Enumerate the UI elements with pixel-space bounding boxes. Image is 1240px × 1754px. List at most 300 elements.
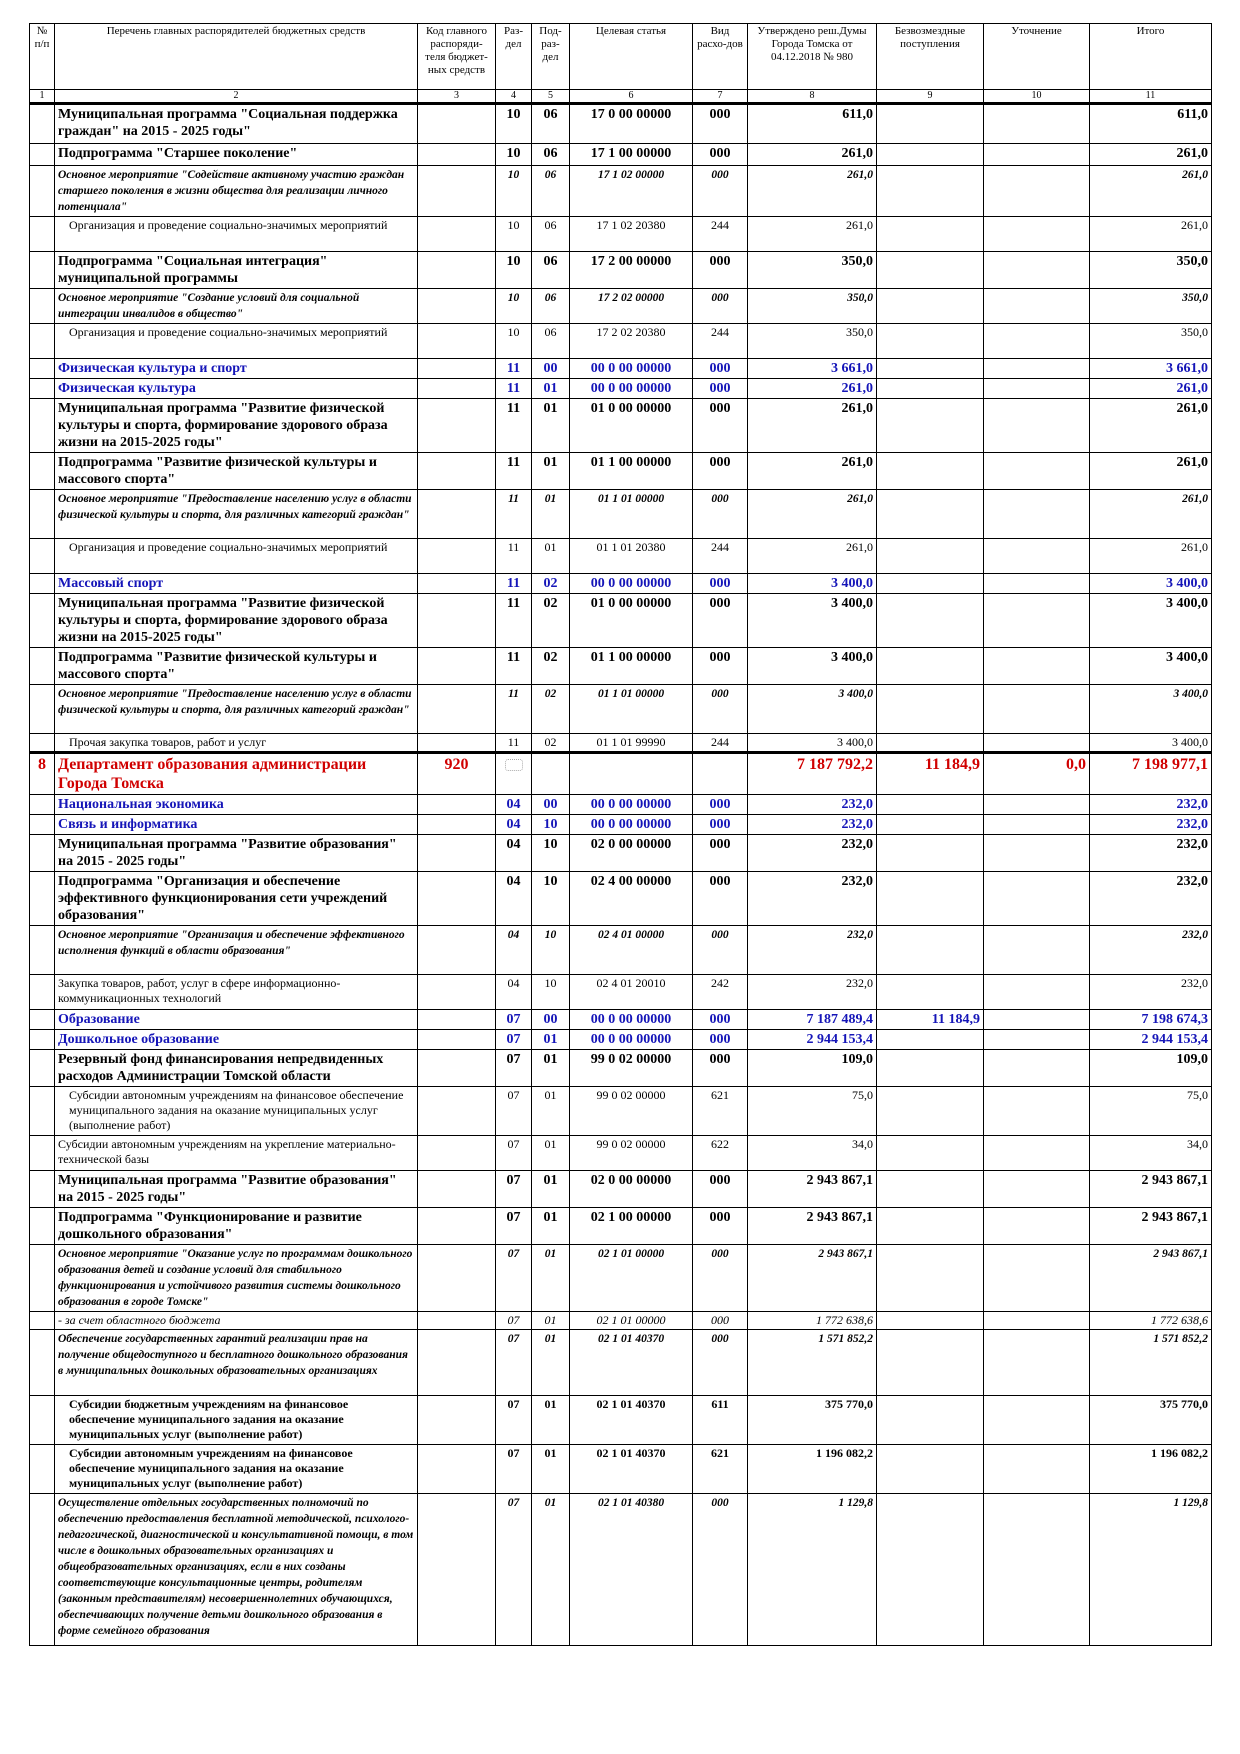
- row-name: Муниципальная программа "Развитие образования" на 2015 - 2025 годы": [55, 1171, 418, 1208]
- department-row: [30, 753, 1212, 795]
- row-podrazdel: 01: [532, 1312, 570, 1330]
- table-body: [30, 104, 1212, 1646]
- row-utoch: [984, 734, 1090, 753]
- row-razdel: 07: [496, 1136, 532, 1171]
- row-code: [418, 399, 496, 453]
- row-target-article: 17 1 00 00000: [570, 144, 693, 166]
- row-num: [30, 399, 55, 453]
- row-podrazdel: 10: [532, 975, 570, 1010]
- row-bezv: [877, 1030, 984, 1050]
- row-name: - за счет областного бюджета: [55, 1312, 418, 1330]
- row-utoch: [984, 324, 1090, 359]
- row-podrazdel: 00: [532, 795, 570, 815]
- row-name: Организация и проведение социально-значимых мероприятий: [55, 217, 418, 252]
- row-target-article: 01 1 00 00000: [570, 648, 693, 685]
- row-utoch: [984, 166, 1090, 217]
- col-number: 7: [693, 90, 748, 104]
- row-razdel: 07: [496, 1494, 532, 1646]
- row-target-article: 01 0 00 00000: [570, 399, 693, 453]
- row-utoch: [984, 104, 1090, 144]
- row-razdel: 10: [496, 104, 532, 144]
- row-target-article: 02 1 01 00000: [570, 1245, 693, 1312]
- row-approved: 3 400,0: [748, 648, 877, 685]
- row-total: 2 944 153,4: [1090, 1030, 1212, 1050]
- row-name: Закупка товаров, работ, услуг в сфере информационно-коммуникационных технологий: [55, 975, 418, 1010]
- row-total: 350,0: [1090, 324, 1212, 359]
- row-code: [418, 217, 496, 252]
- row-total: 261,0: [1090, 379, 1212, 399]
- row-podrazdel: 02: [532, 594, 570, 648]
- row-expense-type: 000: [693, 289, 748, 324]
- row-code: [418, 539, 496, 574]
- row-target-article: 01 1 01 20380: [570, 539, 693, 574]
- row-name: Осуществление отдельных государственных полномочий по обеспечению предоставления бесплатной методической, психолого-педагогической, диагностической и консультативной помощи, в том числе в дошкольных образовательных организациях и общеобразовательных организациях, если в них созданы соответствующие консультационные центры, родителям (законным представителям) несовершеннолетних обучающихся, обеспечивающих получение детьми дошкольного образования в форме семейного образования: [55, 1494, 418, 1646]
- row-target-article: 02 1 01 40370: [570, 1330, 693, 1396]
- row-total: 261,0: [1090, 490, 1212, 539]
- table-row: [30, 1396, 1212, 1445]
- row-podrazdel: 01: [532, 379, 570, 399]
- row-utoch: [984, 539, 1090, 574]
- row-approved: 261,0: [748, 166, 877, 217]
- header-vr: Вид расхо-дов: [693, 24, 748, 90]
- row-code: [418, 574, 496, 594]
- table-row: [30, 144, 1212, 166]
- row-podrazdel: 02: [532, 648, 570, 685]
- row-expense-type: 244: [693, 539, 748, 574]
- row-podrazdel: 01: [532, 1136, 570, 1171]
- row-num: [30, 379, 55, 399]
- row-total: 3 400,0: [1090, 594, 1212, 648]
- row-total: 261,0: [1090, 144, 1212, 166]
- row-podrazdel: 01: [532, 399, 570, 453]
- row-code: [418, 166, 496, 217]
- header-target: Целевая статья: [570, 24, 693, 90]
- row-utoch: [984, 1087, 1090, 1136]
- row-bezv: [877, 1136, 984, 1171]
- row-podrazdel: 01: [532, 1171, 570, 1208]
- row-num: [30, 594, 55, 648]
- row-approved: 261,0: [748, 453, 877, 490]
- row-approved: 7 187 792,2: [748, 753, 877, 795]
- row-total: 3 400,0: [1090, 734, 1212, 753]
- row-podrazdel: 01: [532, 539, 570, 574]
- row-expense-type: 621: [693, 1087, 748, 1136]
- row-total: 232,0: [1090, 926, 1212, 975]
- row-name: Субсидии автономным учреждениям на укрепление материально-технической базы: [55, 1136, 418, 1171]
- table-row: [30, 1312, 1212, 1330]
- row-razdel: 07: [496, 1396, 532, 1445]
- row-num: [30, 1010, 55, 1030]
- row-target-article: 00 0 00 00000: [570, 379, 693, 399]
- row-approved: 261,0: [748, 144, 877, 166]
- row-bezv: [877, 1445, 984, 1494]
- row-name: Массовый спорт: [55, 574, 418, 594]
- row-total: 3 400,0: [1090, 574, 1212, 594]
- row-num: [30, 453, 55, 490]
- row-total: 232,0: [1090, 795, 1212, 815]
- row-name: Национальная экономика: [55, 795, 418, 815]
- row-podrazdel: 02: [532, 685, 570, 734]
- row-total: 350,0: [1090, 252, 1212, 289]
- row-razdel: 07: [496, 1050, 532, 1087]
- row-code: [418, 453, 496, 490]
- row-approved: 1 196 082,2: [748, 1445, 877, 1494]
- row-total: 261,0: [1090, 399, 1212, 453]
- row-name: Подпрограмма "Организация и обеспечение эффективного функционирования сети учреждений образования": [55, 872, 418, 926]
- row-expense-type: 000: [693, 1050, 748, 1087]
- row-num: [30, 1330, 55, 1396]
- row-bezv: [877, 359, 984, 379]
- row-code: [418, 1136, 496, 1171]
- row-target-article: 01 1 00 00000: [570, 453, 693, 490]
- table-row: [30, 1171, 1212, 1208]
- row-target-article: 01 1 01 00000: [570, 490, 693, 539]
- row-num: [30, 1494, 55, 1646]
- row-code: [418, 379, 496, 399]
- row-bezv: [877, 104, 984, 144]
- row-bezv: [877, 835, 984, 872]
- table-row: [30, 539, 1212, 574]
- row-utoch: [984, 359, 1090, 379]
- row-total: 350,0: [1090, 289, 1212, 324]
- row-bezv: [877, 1396, 984, 1445]
- row-razdel: 04: [496, 835, 532, 872]
- row-approved: 232,0: [748, 815, 877, 835]
- row-code: [418, 1245, 496, 1312]
- row-podrazdel: 06: [532, 144, 570, 166]
- row-utoch: [984, 574, 1090, 594]
- row-razdel: 10: [496, 166, 532, 217]
- table-header: [30, 24, 1212, 104]
- table-row: [30, 1136, 1212, 1171]
- table-row: [30, 1030, 1212, 1050]
- row-total: 75,0: [1090, 1087, 1212, 1136]
- row-approved: 232,0: [748, 835, 877, 872]
- row-total: 1 196 082,2: [1090, 1445, 1212, 1494]
- row-name: Подпрограмма "Развитие физической культуры и массового спорта": [55, 453, 418, 490]
- row-expense-type: 000: [693, 490, 748, 539]
- row-approved: 2 943 867,1: [748, 1171, 877, 1208]
- row-bezv: [877, 1330, 984, 1396]
- row-utoch: [984, 926, 1090, 975]
- row-total: 109,0: [1090, 1050, 1212, 1087]
- row-total: 7 198 977,1: [1090, 753, 1212, 795]
- row-expense-type: 611: [693, 1396, 748, 1445]
- row-total: 261,0: [1090, 217, 1212, 252]
- budget-table: [29, 23, 1212, 1646]
- row-bezv: [877, 399, 984, 453]
- row-name: Муниципальная программа "Развитие физической культуры и спорта, формирование здорового образа жизни на 2015-2025 годы": [55, 399, 418, 453]
- col-number: 2: [55, 90, 418, 104]
- row-bezv: [877, 1494, 984, 1646]
- row-approved: 1 571 852,2: [748, 1330, 877, 1396]
- row-code: [418, 975, 496, 1010]
- row-name: Подпрограмма "Старшее поколение": [55, 144, 418, 166]
- row-razdel: 10: [496, 289, 532, 324]
- row-utoch: [984, 217, 1090, 252]
- row-code: [418, 1330, 496, 1396]
- row-podrazdel: 01: [532, 1245, 570, 1312]
- row-code: [418, 815, 496, 835]
- row-bezv: [877, 872, 984, 926]
- row-razdel: 11: [496, 648, 532, 685]
- row-num: [30, 1030, 55, 1050]
- row-expense-type: 621: [693, 1445, 748, 1494]
- row-expense-type: 000: [693, 399, 748, 453]
- row-bezv: [877, 1312, 984, 1330]
- row-approved: 350,0: [748, 324, 877, 359]
- row-approved: 2 943 867,1: [748, 1245, 877, 1312]
- row-total: 7 198 674,3: [1090, 1010, 1212, 1030]
- row-razdel: 04: [496, 815, 532, 835]
- row-approved: 75,0: [748, 1087, 877, 1136]
- row-bezv: [877, 574, 984, 594]
- row-expense-type: 242: [693, 975, 748, 1010]
- row-approved: 1 772 638,6: [748, 1312, 877, 1330]
- row-podrazdel: 01: [532, 1445, 570, 1494]
- row-name: Муниципальная программа "Развитие физической культуры и спорта, формирование здорового образа жизни на 2015-2025 годы": [55, 594, 418, 648]
- row-total: 3 400,0: [1090, 648, 1212, 685]
- table-row: [30, 104, 1212, 144]
- row-approved: 232,0: [748, 975, 877, 1010]
- table-row: [30, 872, 1212, 926]
- row-utoch: [984, 1171, 1090, 1208]
- row-code: 920: [418, 753, 496, 795]
- row-target-article: 02 4 01 20010: [570, 975, 693, 1010]
- row-bezv: [877, 1171, 984, 1208]
- row-expense-type: 000: [693, 379, 748, 399]
- col-number: 11: [1090, 90, 1212, 104]
- header-approved: Утверждено реш.Думы Города Томска от 04.12.2018 № 980: [748, 24, 877, 90]
- row-razdel: 04: [496, 872, 532, 926]
- row-name: Подпрограмма "Функционирование и развитие дошкольного образования": [55, 1208, 418, 1245]
- row-name: Подпрограмма "Развитие физической культуры и массового спорта": [55, 648, 418, 685]
- row-num: [30, 574, 55, 594]
- row-name: Прочая закупка товаров, работ и услуг: [55, 734, 418, 753]
- row-code: [418, 104, 496, 144]
- row-approved: 3 661,0: [748, 359, 877, 379]
- row-num: [30, 648, 55, 685]
- row-razdel: 07: [496, 1330, 532, 1396]
- row-expense-type: 000: [693, 359, 748, 379]
- col-number: 5: [532, 90, 570, 104]
- col-number: 1: [30, 90, 55, 104]
- row-bezv: [877, 1050, 984, 1087]
- row-expense-type: 000: [693, 252, 748, 289]
- row-bezv: [877, 379, 984, 399]
- table-row: [30, 166, 1212, 217]
- row-num: [30, 795, 55, 815]
- row-num: [30, 289, 55, 324]
- row-bezv: [877, 795, 984, 815]
- row-target-article: 02 1 00 00000: [570, 1208, 693, 1245]
- row-code: [418, 795, 496, 815]
- row-total: 2 943 867,1: [1090, 1245, 1212, 1312]
- header-num: № п/п: [30, 24, 55, 90]
- row-bezv: 11 184,9: [877, 753, 984, 795]
- row-num: [30, 1208, 55, 1245]
- table-row: [30, 926, 1212, 975]
- row-expense-type: [693, 753, 748, 795]
- row-bezv: [877, 453, 984, 490]
- stamp-mark-icon: [505, 759, 523, 771]
- row-total: 232,0: [1090, 835, 1212, 872]
- row-approved: 350,0: [748, 289, 877, 324]
- row-name: Субсидии автономным учреждениям на финансовое обеспечение муниципального задания на оказание муниципальных услуг (выполнение работ): [55, 1087, 418, 1136]
- row-podrazdel: 06: [532, 324, 570, 359]
- row-podrazdel: 01: [532, 1087, 570, 1136]
- table-row: [30, 574, 1212, 594]
- row-bezv: [877, 217, 984, 252]
- row-total: 1 129,8: [1090, 1494, 1212, 1646]
- row-expense-type: 000: [693, 795, 748, 815]
- row-target-article: 17 1 02 20380: [570, 217, 693, 252]
- row-total: 611,0: [1090, 104, 1212, 144]
- row-name: Департамент образования администрации Города Томска: [55, 753, 418, 795]
- row-expense-type: 000: [693, 1245, 748, 1312]
- row-total: 232,0: [1090, 872, 1212, 926]
- row-approved: 1 129,8: [748, 1494, 877, 1646]
- row-bezv: [877, 926, 984, 975]
- budget-table-page: [29, 23, 1211, 1646]
- row-total: 261,0: [1090, 166, 1212, 217]
- row-approved: 7 187 489,4: [748, 1010, 877, 1030]
- row-num: [30, 872, 55, 926]
- row-code: [418, 1312, 496, 1330]
- table-row: [30, 324, 1212, 359]
- row-podrazdel: 10: [532, 926, 570, 975]
- row-code: [418, 1208, 496, 1245]
- row-podrazdel: 06: [532, 104, 570, 144]
- row-target-article: 99 0 02 00000: [570, 1136, 693, 1171]
- row-target-article: [570, 753, 693, 795]
- row-approved: 375 770,0: [748, 1396, 877, 1445]
- table-row: [30, 975, 1212, 1010]
- row-name: Основное мероприятие "Содействие активному участию граждан старшего поколения в жизни общества для реализации личного потенциала": [55, 166, 418, 217]
- row-podrazdel: 10: [532, 815, 570, 835]
- row-utoch: [984, 594, 1090, 648]
- row-code: [418, 1445, 496, 1494]
- row-razdel: 07: [496, 1087, 532, 1136]
- row-code: [418, 1494, 496, 1646]
- row-razdel: 11: [496, 453, 532, 490]
- row-name: Связь и информатика: [55, 815, 418, 835]
- row-expense-type: 000: [693, 1312, 748, 1330]
- row-target-article: 99 0 02 00000: [570, 1087, 693, 1136]
- row-razdel: 11: [496, 379, 532, 399]
- row-target-article: 17 2 00 00000: [570, 252, 693, 289]
- row-expense-type: 000: [693, 1330, 748, 1396]
- header-utoch: Уточнение: [984, 24, 1090, 90]
- row-expense-type: 000: [693, 872, 748, 926]
- row-target-article: 02 1 01 40380: [570, 1494, 693, 1646]
- row-utoch: [984, 815, 1090, 835]
- col-number: 3: [418, 90, 496, 104]
- row-expense-type: 244: [693, 324, 748, 359]
- row-approved: 261,0: [748, 539, 877, 574]
- table-row: [30, 289, 1212, 324]
- row-utoch: [984, 872, 1090, 926]
- row-bezv: [877, 594, 984, 648]
- row-code: [418, 1030, 496, 1050]
- row-expense-type: 000: [693, 574, 748, 594]
- row-podrazdel: 10: [532, 872, 570, 926]
- row-approved: 350,0: [748, 252, 877, 289]
- header-podrazdel: Под-раз-дел: [532, 24, 570, 90]
- row-approved: 261,0: [748, 490, 877, 539]
- row-utoch: [984, 453, 1090, 490]
- table-row: [30, 795, 1212, 815]
- row-expense-type: 000: [693, 104, 748, 144]
- row-expense-type: 000: [693, 1010, 748, 1030]
- row-utoch: [984, 1136, 1090, 1171]
- row-podrazdel: 02: [532, 734, 570, 753]
- row-expense-type: 244: [693, 734, 748, 753]
- header-name: Перечень главных распорядителей бюджетных средств: [55, 24, 418, 90]
- row-total: 232,0: [1090, 815, 1212, 835]
- row-utoch: [984, 1396, 1090, 1445]
- row-approved: 3 400,0: [748, 574, 877, 594]
- row-bezv: [877, 144, 984, 166]
- row-utoch: [984, 1050, 1090, 1087]
- row-podrazdel: 06: [532, 217, 570, 252]
- row-razdel: [496, 753, 532, 795]
- row-utoch: 0,0: [984, 753, 1090, 795]
- row-target-article: 01 1 01 99990: [570, 734, 693, 753]
- row-code: [418, 324, 496, 359]
- header-total: Итого: [1090, 24, 1212, 90]
- row-razdel: 07: [496, 1208, 532, 1245]
- row-target-article: 17 1 02 00000: [570, 166, 693, 217]
- table-row: [30, 594, 1212, 648]
- row-expense-type: 000: [693, 1494, 748, 1646]
- col-number: 6: [570, 90, 693, 104]
- table-row: [30, 217, 1212, 252]
- col-number: 4: [496, 90, 532, 104]
- row-target-article: 00 0 00 00000: [570, 574, 693, 594]
- row-code: [418, 872, 496, 926]
- row-expense-type: 000: [693, 926, 748, 975]
- row-code: [418, 144, 496, 166]
- row-podrazdel: 01: [532, 1396, 570, 1445]
- row-expense-type: 000: [693, 166, 748, 217]
- row-name: Субсидии автономным учреждениям на финансовое обеспечение муниципального задания на оказание муниципальных услуг (выполнение работ): [55, 1445, 418, 1494]
- table-row: [30, 453, 1212, 490]
- row-target-article: 00 0 00 00000: [570, 795, 693, 815]
- row-podrazdel: 01: [532, 1050, 570, 1087]
- row-utoch: [984, 1330, 1090, 1396]
- row-target-article: 02 1 01 00000: [570, 1312, 693, 1330]
- row-utoch: [984, 252, 1090, 289]
- row-podrazdel: 00: [532, 1010, 570, 1030]
- row-utoch: [984, 835, 1090, 872]
- row-name: Основное мероприятие "Создание условий для социальной интеграции инвалидов в общество": [55, 289, 418, 324]
- row-target-article: 17 2 02 00000: [570, 289, 693, 324]
- row-num: [30, 166, 55, 217]
- table-row: [30, 1050, 1212, 1087]
- row-razdel: 10: [496, 217, 532, 252]
- row-utoch: [984, 1312, 1090, 1330]
- row-name: Основное мероприятие "Оказание услуг по программам дошкольного образования детей и создание условий для стабильного функционирования и устойчивого развития системы дошкольного образования в городе Томске": [55, 1245, 418, 1312]
- row-approved: 232,0: [748, 795, 877, 815]
- row-num: [30, 359, 55, 379]
- row-expense-type: 000: [693, 648, 748, 685]
- row-target-article: 02 4 01 00000: [570, 926, 693, 975]
- row-approved: 2 944 153,4: [748, 1030, 877, 1050]
- row-target-article: 02 4 00 00000: [570, 872, 693, 926]
- row-name: Основное мероприятие "Организация и обеспечение эффективного исполнения функций в области образования": [55, 926, 418, 975]
- row-podrazdel: 01: [532, 453, 570, 490]
